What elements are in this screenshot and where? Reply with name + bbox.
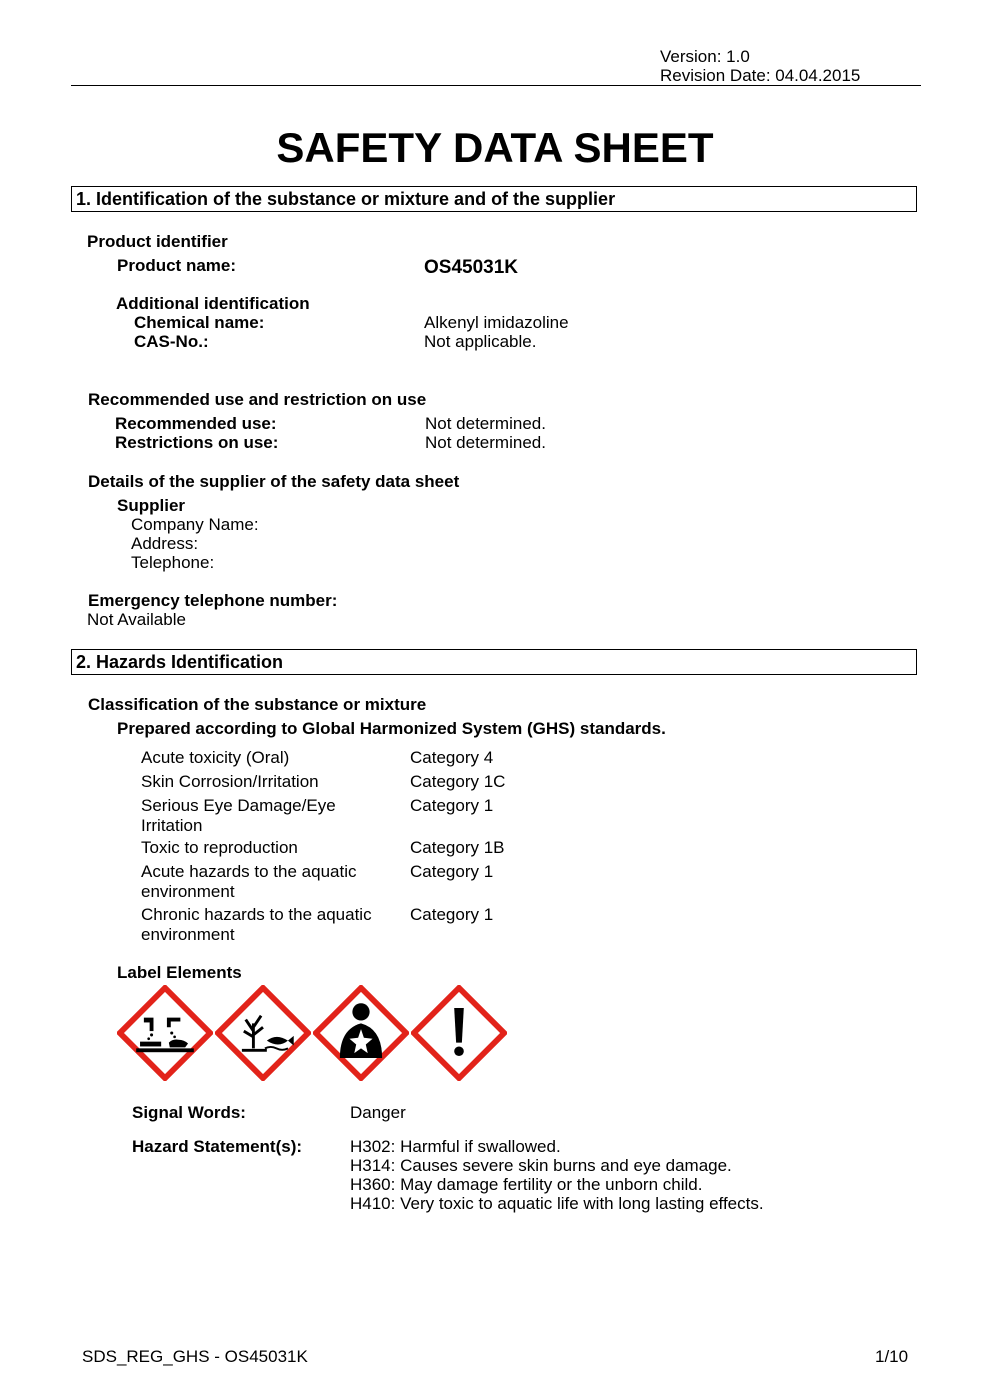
hazard-statement: H314: Causes severe skin burns and eye damage. [350, 1156, 732, 1175]
address-label: Address: [131, 534, 199, 553]
classification-category: Category 1B [410, 838, 505, 857]
corrosion-pictogram-icon [117, 985, 213, 1081]
document-title: SAFETY DATA SHEET [276, 124, 714, 171]
signal-words-label: Signal Words: [132, 1103, 246, 1122]
classification-hazard: Chronic hazards to the aquatic environment [141, 905, 372, 944]
classification-category: Category 1 [410, 862, 494, 881]
health-hazard-pictogram-icon [313, 985, 409, 1081]
classification-hazard: Acute hazards to the aquatic environment [141, 862, 357, 901]
restrictions-value: Not determined. [425, 433, 546, 452]
cas-label: CAS-No.: [134, 332, 209, 351]
classification-hazard: Skin Corrosion/Irritation [141, 772, 319, 791]
header-rule [71, 85, 921, 86]
hazard-statement: H410: Very toxic to aquatic life with long lasting effects. [350, 1194, 764, 1213]
classification-heading: Classification of the substance or mixture [88, 695, 427, 714]
emergency-phone-label: Emergency telephone number: [88, 591, 338, 610]
product-name-label: Product name: [117, 256, 237, 275]
telephone-label: Telephone: [131, 553, 215, 572]
company-name-label: Company Name: [131, 515, 259, 534]
footer-page-number: 1/10 [875, 1347, 909, 1366]
revision-date: Revision Date: 04.04.2015 [660, 66, 861, 85]
recommended-use-value: Not determined. [425, 414, 546, 433]
hazard-statement: H360: May damage fertility or the unborn child. [350, 1175, 703, 1194]
section-1-heading: 1. Identification of the substance or mixture and of the supplier [71, 186, 917, 212]
label-elements-heading: Label Elements [117, 963, 242, 982]
supplier-details-heading: Details of the supplier of the safety data sheet [88, 472, 460, 491]
classification-hazard: Serious Eye Damage/Eye Irritation [141, 796, 336, 835]
restrictions-label: Restrictions on use: [115, 433, 279, 452]
additional-identification-heading: Additional identification [116, 294, 310, 313]
emergency-phone-value: Not Available [87, 610, 186, 629]
footer-document-id: SDS_REG_GHS - OS45031K [82, 1347, 308, 1366]
ghs-prepared-statement: Prepared according to Global Harmonized System (GHS) standards. [117, 719, 666, 738]
version-label: Version: 1.0 [660, 47, 750, 66]
signal-words-value: Danger [350, 1103, 406, 1122]
classification-category: Category 1 [410, 796, 494, 815]
environment-pictogram-icon [215, 985, 311, 1081]
chemical-name-value: Alkenyl imidazoline [424, 313, 569, 332]
hazard-statement: H302: Harmful if swallowed. [350, 1137, 561, 1156]
recommended-use-heading: Recommended use and restriction on use [88, 390, 427, 409]
cas-value: Not applicable. [424, 332, 537, 351]
classification-category: Category 1C [410, 772, 506, 791]
recommended-use-label: Recommended use: [115, 414, 277, 433]
classification-category: Category 1 [410, 905, 494, 924]
product-name-value: OS45031K [424, 257, 519, 278]
exclamation-mark-pictogram-icon [411, 985, 507, 1081]
product-identifier-heading: Product identifier [87, 232, 228, 251]
chemical-name-label: Chemical name: [134, 313, 265, 332]
section-2-heading: 2. Hazards Identification [71, 649, 917, 675]
supplier-label: Supplier [117, 496, 186, 515]
classification-hazard: Toxic to reproduction [141, 838, 298, 857]
classification-category: Category 4 [410, 748, 494, 767]
classification-hazard: Acute toxicity (Oral) [141, 748, 290, 767]
hazard-statements-label: Hazard Statement(s): [132, 1137, 303, 1156]
